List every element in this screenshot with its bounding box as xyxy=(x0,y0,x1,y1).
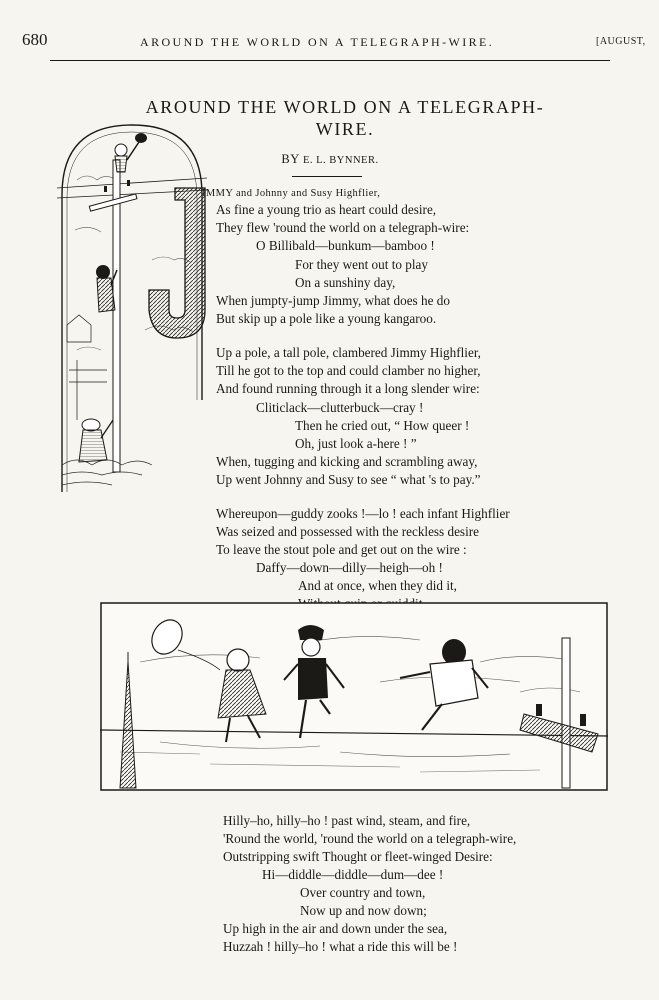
byline-rule xyxy=(292,176,362,177)
verse-line: And at once, when they did it, xyxy=(298,578,457,593)
verse-line: Was seized and possessed with the reckless desire xyxy=(216,524,479,539)
children-on-wire-illustration xyxy=(100,602,608,791)
verse-line: But skip up a pole like a young kangaroo. xyxy=(216,311,437,326)
verse-line: Up high in the air and down under the sea, xyxy=(223,921,448,936)
pole-climbing-illustration xyxy=(57,120,207,500)
title-line-1: AROUND THE WORLD ON A TELEGRAPH- xyxy=(145,97,545,117)
verse-line: Whereupon—guddy zooks !—lo ! each infant Highflier xyxy=(216,506,510,521)
boy-top-of-pole xyxy=(115,133,147,172)
header-rule xyxy=(50,60,610,61)
verse-line: Then he cried out, “ How queer ! xyxy=(295,418,470,433)
title-line-2: WIRE. xyxy=(315,119,375,139)
verse-line: Up a pole, a tall pole, clambered Jimmy Highflier, xyxy=(216,345,481,360)
running-header xyxy=(0,30,659,54)
verse-line: Outstripping swift Thought or fleet-winged Desire: xyxy=(223,849,493,864)
verse-line: Oh, just look a-here ! ” xyxy=(295,436,417,451)
house-and-fence xyxy=(67,315,107,420)
verse-line: When jumpty-jump Jimmy, what does he do xyxy=(216,293,450,308)
verse-line: Hi—diddle—diddle—dum—dee ! xyxy=(262,867,444,882)
verse-line: As fine a young trio as heart could desire, xyxy=(216,202,437,217)
girl-at-base xyxy=(79,419,113,462)
verse-line: Daffy—down—dilly—heigh—oh ! xyxy=(256,560,443,575)
verse-line: Now up and now down; xyxy=(300,903,427,918)
verse-line: Huzzah ! hilly–ho ! what a ride this will be ! xyxy=(223,939,458,954)
running-month: [AUGUST, xyxy=(596,36,646,47)
verse-line: For they went out to play xyxy=(295,257,428,272)
verse-line: 'Round the world, 'round the world on a telegraph-wire, xyxy=(223,831,517,846)
verse-line: IMMY and Johnny and Susy Highflier, xyxy=(202,188,381,199)
verse-line: On a sunshiny day, xyxy=(295,275,396,290)
byline xyxy=(230,152,430,167)
verse-line: To leave the stout pole and get out on the wire : xyxy=(216,542,467,557)
verse-line: Over country and town, xyxy=(300,885,426,900)
verse-line: Cliticlack—clutterbuck—cray ! xyxy=(256,400,424,415)
byline-prefix: BY xyxy=(281,152,300,166)
ground-foliage xyxy=(62,460,152,485)
verse-line: When, tugging and kicking and scrambling away, xyxy=(216,454,478,469)
verse-line: They flew 'round the world on a telegraph-wire: xyxy=(216,220,470,235)
running-title: AROUND THE WORLD ON A TELEGRAPH-WIRE. xyxy=(140,35,495,49)
verse-line: Hilly–ho, hilly–ho ! past wind, steam, and fire, xyxy=(223,813,471,828)
byline-author: E. L. BYNNER. xyxy=(302,155,379,166)
page-number: 680 xyxy=(22,30,48,49)
verse-line: Till he got to the top and could clamber no higher, xyxy=(216,363,481,378)
verse-line: Up went Johnny and Susy to see “ what 's to pay.” xyxy=(216,472,481,487)
verse-line: And found running through it a long slender wire: xyxy=(216,381,480,396)
initial-letter-j xyxy=(149,188,205,338)
verse-line: O Billibald—bunkum—bamboo ! xyxy=(256,238,435,253)
